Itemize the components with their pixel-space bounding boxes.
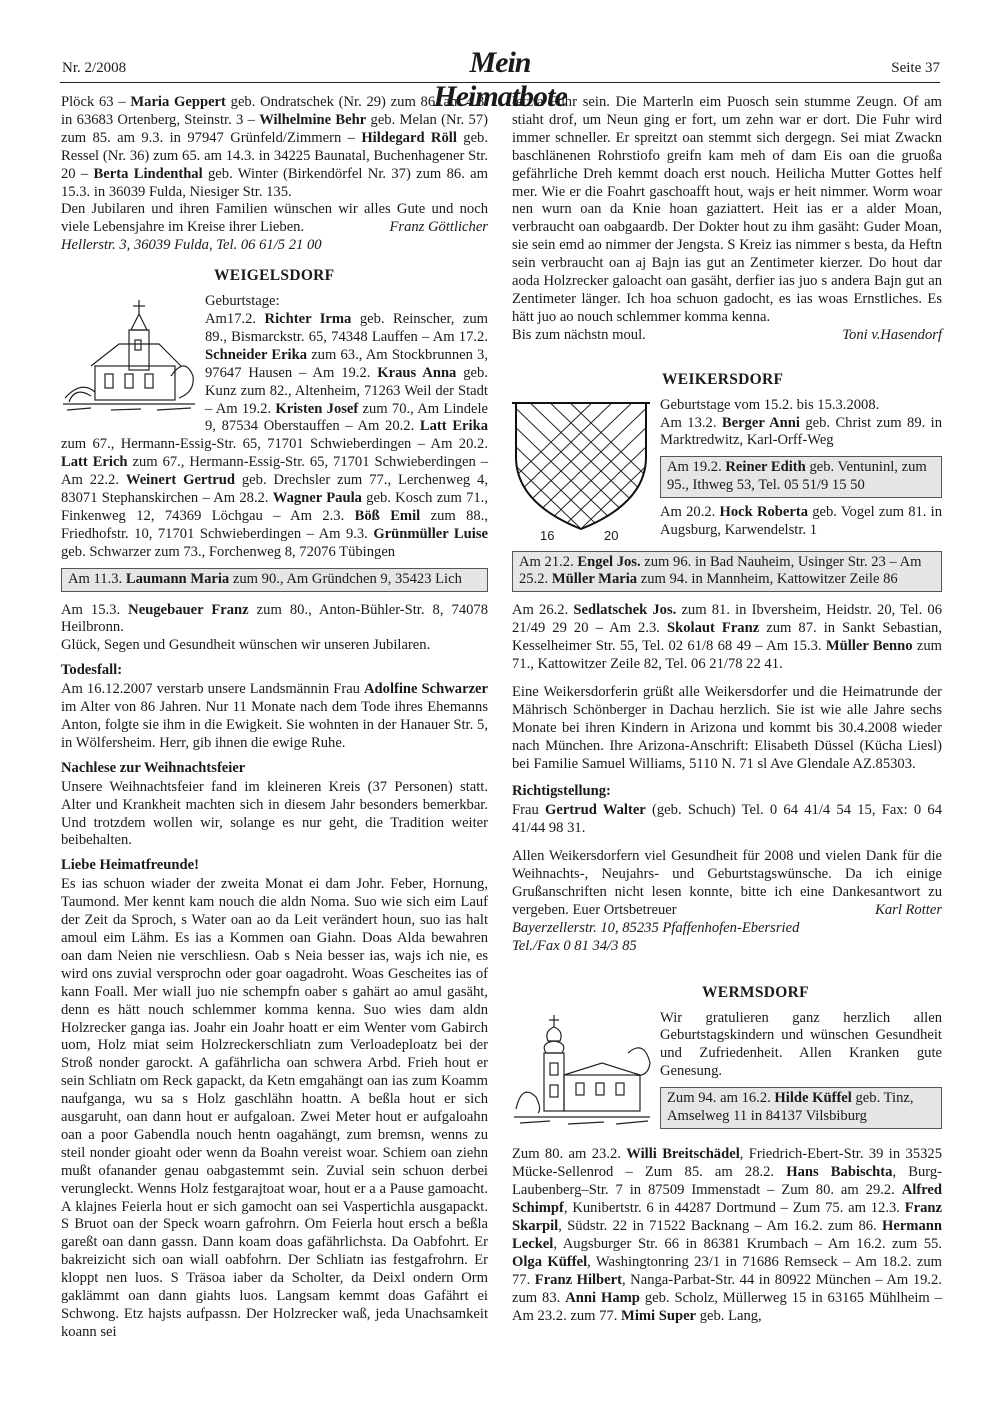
heading-nachlese: Nachlese zur Weihnachtsfeier [61, 759, 246, 776]
crest-year-right: 20 [604, 527, 619, 543]
author-address: Hellerstr. 3, 36039 Fulda, Tel. 06 61/5 21 00 [61, 237, 322, 254]
left-column [61, 94, 488, 1342]
wermsdorf-birthdays: Zum 80. am 23.2. Willi Breitschädel, Friedrich-Ebert-Str. 39 in 35325 Mücke-Sellenrod – Zum 85. am 28.2. Hans Babischta, Burg-Laubenberg–Str. 7 in 87509 Immenstadt – Zum 80. am 29.2. Alfred Schimpf, Kunibertstr. 6 in 44287 Dortmund – Zum 75. am 12.3. Franz Skarpil, Südstr. 22 in 71522 Backnang – Am 16.2. zum 86. Hermann Leckel, Augsburger Str. 66 in 86381 Krumbach – Am 16.2. zum 55. Olga Küffel, Washingtonring 23/1 in 71686 Remseck – Am 18.2. zum 77. Franz Hilbert, Nanga-Parbat-Str. 44 in 80922 München – Am 19.2. zum 83. Anni Hamp geb. Scholz, Müllerweg 15 in 63165 Mühlheim – Am 23.2. zum 77. Mimi Super geb. Lang, [512, 1146, 943, 1324]
magazine-title: Mein Heimatbote [433, 46, 567, 113]
highlight-box-kueffel: Zum 94. am 16.2. Hilde Küffel geb. Tinz, Amselweg 11 in 84137 Vilsbiburg [660, 1087, 942, 1129]
crest-year-left: 16 [540, 527, 555, 543]
wish-paragraph: Den Jubilaren und ihren Familien wünschen wir alles Gute und noch viele Lebensjahre im Kreise ihrer Lieben. Franz Göttlicher [61, 201, 488, 236]
weikersdorf-intro: Geburtstage vom 15.2. bis 15.3.2008. [660, 396, 880, 413]
wermsdorf-intro: Wir gratulieren ganz herzlich allen Geburtstagskindern und wünschen Gesundheit und Zufriedenheit. Allen Kranken gute Genesung. [660, 1009, 942, 1080]
heading-liebe-heimatfreunde: Liebe Heimatfreunde! [61, 857, 199, 874]
highlight-box-reiner: Am 19.2. Reiner Edith geb. Ventuninl, zum 95., Ithweg 53, Tel. 05 51/9 15 50 [660, 456, 942, 498]
thanks-address: Bayerzellerstr. 10, 85235 Pfaffenhofen-Ebersried [512, 919, 800, 936]
highlight-box-engel: Am 21.2. Engel Jos. zum 96. in Bad Nauheim, Usinger Str. 23 – Am 25.2. Müller Maria zum 94. in Mannheim, Kattowitzer Zeile 86 [512, 551, 942, 593]
story-signature: Toni v.Hasendorf [842, 326, 942, 343]
section-title-wermsdorf: WERMSDORF [702, 983, 809, 1001]
issue-number: Nr. 2/2008 [62, 60, 127, 76]
weigelsdorf-label: Geburtstage: [205, 293, 280, 310]
dialect-story-paragraph: Es ias schuon wiader der zweita Monat ei dam Johr. Feber, Hornung, Taumond. Mer kennt kam nouch die aldn Noma. Suo wie sich eim Lauf der Zeit da Sproch, s Water oan ao da Leit verändert houn, suo ias halt amoul eim Lähm. Es ias a Kommen oan Giahn. Doas Alda bewahren oan dam Neien nie verschliesn. Oab s Neia besser ias, wajs ich nie, es wird ons zuvial versprochn oder goar oagadroht. Woas Gescheites ias of kann Foall. Mer wiall juo nie schempfn oaber s gahärt ao amul gasäht, denn es hätt nouch schlemmer komma kenna. Suo wies dam aldn Holzrecker ganga ias. Joahr ein Joahr hoatt er eim Wenter vom Gabirch uom, Holz miat seim Holzreckerschliatn zum Verloadeploatz bei der Stroß nonder garockt. A gafährlicha oan schwera Arbd. Frieh hout er sein Schliatn om Reck gapackt, da Ketn emgahängt oan ias zum Koamm naufganga, wu sa s Holz gaschlähn hoattn. A beßla hout er sich ausgaruht, oan dann hout er aufgaloan. Zwei Meter hout er aufgaloahn oan a poor Gabendla nouch hentn oagahängt, zum bremsn, wenns zu steil nonder gioaht oder wenn da Boahn vereist woar. Schiem oan ziehn mußt ofanander genau oabgastemmt sein. Zuvial sein schuon derbei verungleckt. Wenns Holz festgarajtoat woar, hout er a a Pause gamoacht. A klajnes Feierla hout er sich gamocht oan sei Vaspertichla ausgapackt. S Bruot oan der Speck woarn gafrohrn. Om Feierla hout ersch a beßla gareßt oan dann gassn. Dann koam doas gafährlichsta. Da Oabfohrt. Er bakreizicht sich oan wiall oabfohrn. Der Schliatn ias festgafrohrn. Er kloppt nen luos. S Träsoa iaber da Scholter, da Deixl ondern Orm gaklämmt oan dann giahts luos. Langsam kemmt doas Gafährt ei Schwong. Etz hajsts aufpassn. Der Holzrecker waß, jeda Unachsamkeit koann sei [61, 876, 488, 1340]
hock-entry: Am 20.2. Hock Roberta geb. Vogel zum 81. in Augsburg, Karwendelstr. 1 [660, 504, 942, 539]
neugebauer-paragraph: Am 15.3. Neugebauer Franz zum 80., Anton-Bühler-Str. 8, 74078 Heilbronn. [61, 601, 489, 636]
greeting-paragraph: Eine Weikersdorferin grüßt alle Weikersdorfer und die Heimatrunde der Mährisch Schönberger in Dachau herzlich. Sie ist wie alle Jahre sechs Monate bei ihren Kindern in Arizona und kommt bis 30.4.2008 wieder nach München. Ihre Arizona-Anschrift: Elisabeth Düssel (Kücha Liesl) bei Familie Samuel Williams, 5110 N. 71 sl Ave Glendale AZ.85303. [512, 683, 942, 772]
thanks-signature: Karl Rotter [875, 901, 942, 918]
weikersdorf-crest-icon [512, 399, 650, 545]
sedlatschek-paragraph: Am 26.2. Sedlatschek Jos. zum 81. in Ibversheim, Heidstr. 20, Tel. 06 21/49 29 20 – Am 2.3. Skolaut Franz zum 87. in Sankt Sebastian, Kesselheimer Str. 55, Tel. 02 61/8 68 49 – Am 15.3. Müller Benno zum 71., Kattowitzer Zeile 82, Tel. 06 21/78 22 41. [512, 602, 943, 673]
author-signature: Franz Göttlicher [389, 219, 488, 236]
section-title-weigelsdorf: WEIGELSDORF [214, 267, 335, 285]
nachlese-paragraph: Unsere Weihnachtsfeier fand im kleineren Kreis (37 Personen) statt. Alter und Krankheit machten sich in diesem Jahr besonders bemerkbar. Und trotzdem wollen wir, solange es nur geht, die Tradition weiter beibehalten. [61, 778, 488, 849]
richtigstellung-paragraph: Frau Gertrud Walter (geb. Schuch) Tel. 0 64 41/4 54 15, Fax: 0 64 41/44 98 31. [512, 802, 942, 837]
right-column [512, 94, 942, 1326]
story-closing: Bis zum nächstn moul. Toni v.Hasendorf [512, 326, 942, 343]
highlight-box-laumann: Am 11.3. Laumann Maria zum 90., Am Gründchen 9, 35423 Lich [61, 568, 488, 592]
gluck-paragraph: Glück, Segen und Gesundheit wünschen wir unseren Jubilaren. [61, 637, 431, 654]
berger-entry: Am 13.2. Berger Anni geb. Christ zum 89. in Marktredwitz, Karl-Orff-Weg [660, 414, 942, 449]
heading-todesfall: Todesfall: [61, 662, 123, 679]
todesfall-paragraph: Am 16.12.2007 verstarb unsere Landsmännin Frau Adolfine Schwarzer im Alter von 86 Jahren. Nur 11 Monate nach dem Tode ihres Ehemanns Anton, folgte sie ihm in die Ewigkeit. Sie wohnten in der Hanauer Str. 5, in Wölfersheim. Herr, gib ihnen die ewige Ruhe. [61, 681, 488, 751]
birthday-intro-paragraph: Plöck 63 – Maria Geppert geb. Ondratschek (Nr. 29) zum 86. am 4.3. in 63683 Ortenberg, Steinstr. 3 – Wilhelmine Behr geb. Melan (Nr. 57) zum 85. am 9.3. in 97947 Grünfeld/Zimmern – Hildegard Röll geb. Ressel (Nr. 36) zum 65. am 14.3. in 34225 Baunatal, Buchenhagener Str. 20 – Berta Lindenthal geb. Winter (Birkendörfel Nr. 37) zum 86. am 15.3. in 36039 Fulda, Niesiger Str. 135. [61, 94, 488, 200]
story-continuation: letzta Fuhr sein. Die Marterln eim Puosch sein stumme Zeugn. Of am stiaht drof, um Neun ging er fort, um zehn war er dort. Die Fuhr wird immer schneller. Er spreitzt oan stemmt sich dergegn. Sei miat Zwackn baschlänenen Rohrstiofo greifn kam meh of dam Eis oan die gruoßa gefährliche Dreh kemmt doach erst nouch. Heilicha Mutter Gottes helf mer. Wie er die Foahrt gaschoafft hout, wajs er heit nimmer. Worm woar nen wurn oan da Knie hoan gaziattert. Heit ias er a alder Moan, verbraucht oan oabgaardb. Der Dokter hout zu ihm gasäht: Guder Moan, sie sein emd ao nimmer der Jengsta. S Kreiz ias nimmer s besta, da Heftn sein verbraucht oan aj Bajn ias gut an Zentimeter kierzer. Do hout dar aoda Holzrecker galoacht oan gasäht, derfier ias juo s andera Bajn gut an Zentimeter länger. Ich hoa schuon gadocht, es ias woas Ernstliches. Es hätt juo ao nouch schlemmer komma kenna. [512, 94, 942, 325]
weigelsdorf-birthdays: Am17.2. Richter Irma geb. Reinscher, zum 89., Bismarckstr. 65, 74348 Lauffen – Am 17.2. Schneider Erika zum 63., Am Stockbrunnen 3, 97647 Hausen – Am 19.2. Kraus Anna geb. Kunz zum 82., Altenheim, 71263 Weil der Stadt – Am 19.2. Kristen Josef zum 70., Am Lindele 9, 87534 Oberstauffen – Am 20.2. Latt Erika zum 67., Hermann-Essig-Str. 65, 71701 Schwieberdingen – Am 20.2. Latt Erich zum 67., Hermann-Essig-Str. 65, 71701 Schwieberdingen – Am 22.2. Weinert Gertrud geb. Drechsler zum 77., Lerchenweg 4, 83071 Stephanskirchen – Am 28.2. Wagner Paula geb. Kosch zum 71., Finkenweg 12, 74369 Löchgau – Am 2.3. Böß Emil zum 88., Friedhofstr. 10, 71701 Schwieberdingen – Am 9.3. Grünmüller Luise geb. Schwarzer zum 73., Forchenweg 8, 72076 Tübingen [61, 310, 489, 560]
heading-richtigstellung: Richtigstellung: [512, 783, 611, 800]
thanks-paragraph: Allen Weikersdorfern viel Gesundheit für 2008 und vielen Dank für die Weihnachts-, Neujahrs- und Geburtstagswünsche. Da ich einige Grußanschriften nicht lesen konnte, bitte ich eine Dankesantwort zu vergeben. Euer Ortsbetreuer Karl Rotter [512, 848, 942, 918]
section-title-weikersdorf: WEIKERSDORF [662, 370, 784, 388]
church-illustration [61, 296, 197, 422]
chapel-illustration [512, 1013, 652, 1137]
header-rule [60, 82, 940, 83]
thanks-telephone: Tel./Fax 0 81 34/3 85 [512, 937, 637, 954]
page-number: Seite 37 [891, 60, 940, 76]
